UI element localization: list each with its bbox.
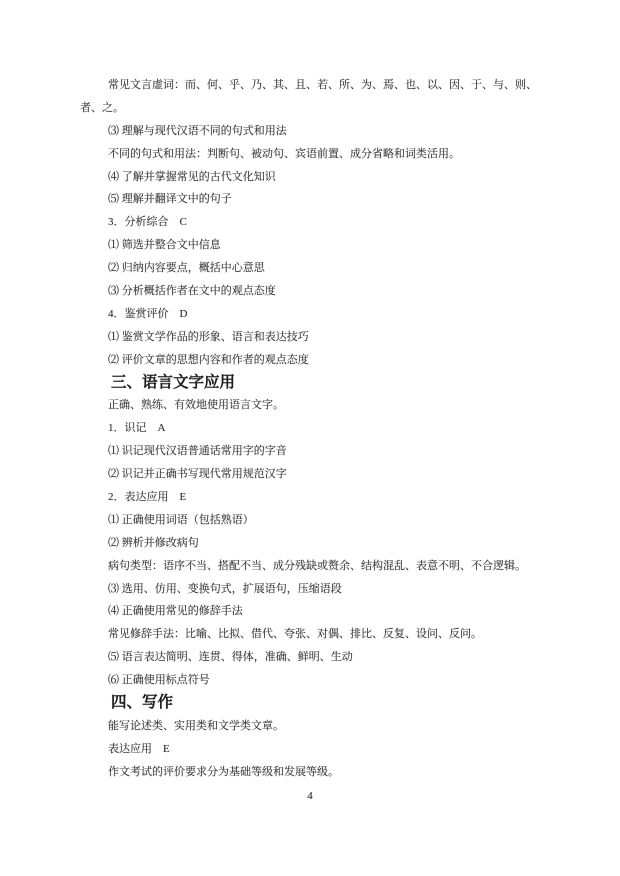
doc-line: 作文考试的评价要求分为基础等级和发展等级。: [108, 765, 339, 778]
document-lines: [80, 74, 545, 784]
doc-line: 表达应用 E: [108, 742, 170, 755]
doc-line: ⑴ 筛选并整合文中信息: [108, 239, 221, 252]
doc-line: 能写论述类、实用类和文学类文章。: [108, 719, 284, 732]
doc-line: ⑵ 识记并正确书写现代常用规范汉字: [108, 468, 287, 481]
doc-line: ⑴ 识记现代汉语普通话常用字的字音: [108, 445, 287, 458]
doc-line: 正确、熟练、有效地使用语言文字。: [108, 399, 284, 412]
section-heading: 四、写作: [111, 694, 174, 712]
doc-line: ⑷ 正确使用常见的修辞手法: [108, 605, 243, 618]
doc-line: ⑶ 分析概括作者在文中的观点态度: [108, 285, 276, 298]
doc-line: ⑸ 语言表达简明、连贯、得体，准确、鲜明、生动: [108, 651, 353, 664]
doc-line: 4．鉴赏评价 D: [108, 307, 188, 320]
doc-line: 不同的句式和用法：判断句、被动句、宾语前置、成分省略和词类活用。: [108, 147, 460, 160]
doc-line: ⑶ 选用、仿用、变换句式，扩展语句，压缩语段: [108, 582, 342, 595]
doc-line: ⑴ 鉴赏文学作品的形象、语言和表达技巧: [108, 330, 309, 343]
doc-line: ⑶ 理解与现代汉语不同的句式和用法: [108, 124, 287, 137]
doc-line: ⑷ 了解并掌握常见的古代文化知识: [108, 170, 276, 183]
doc-line: ⑵ 评价文章的思想内容和作者的观点态度: [108, 353, 309, 366]
doc-line: ⑴ 正确使用词语（包括熟语）: [108, 513, 254, 526]
doc-line: 者、之。: [80, 101, 124, 114]
doc-line: ⑵ 辨析并修改病句: [108, 536, 199, 549]
section-heading: 三、语言文字应用: [111, 373, 236, 391]
doc-line: ⑸ 理解并翻译文中的句子: [108, 193, 232, 206]
doc-line: 2．表达应用 E: [108, 491, 187, 504]
doc-line: 病句类型：语序不当、搭配不当、成分残缺或赘余、结构混乱、表意不明、不合逻辑。: [108, 559, 526, 572]
doc-line: 1．识记 A: [108, 422, 166, 435]
doc-line: 常见修辞手法：比喻、比拟、借代、夸张、对偶、排比、反复、设问、反问。: [108, 628, 482, 641]
doc-line: ⑵ 归纳内容要点，概括中心意思: [108, 262, 265, 275]
doc-line: ⑹ 正确使用标点符号: [108, 674, 210, 687]
doc-line: 常见文言虚词：而、何、乎、乃、其、且、若、所、为、焉、也、以、因、于、与、则、: [108, 79, 537, 91]
page-number: 4: [307, 790, 313, 802]
doc-line: 3．分析综合 C: [108, 216, 187, 229]
